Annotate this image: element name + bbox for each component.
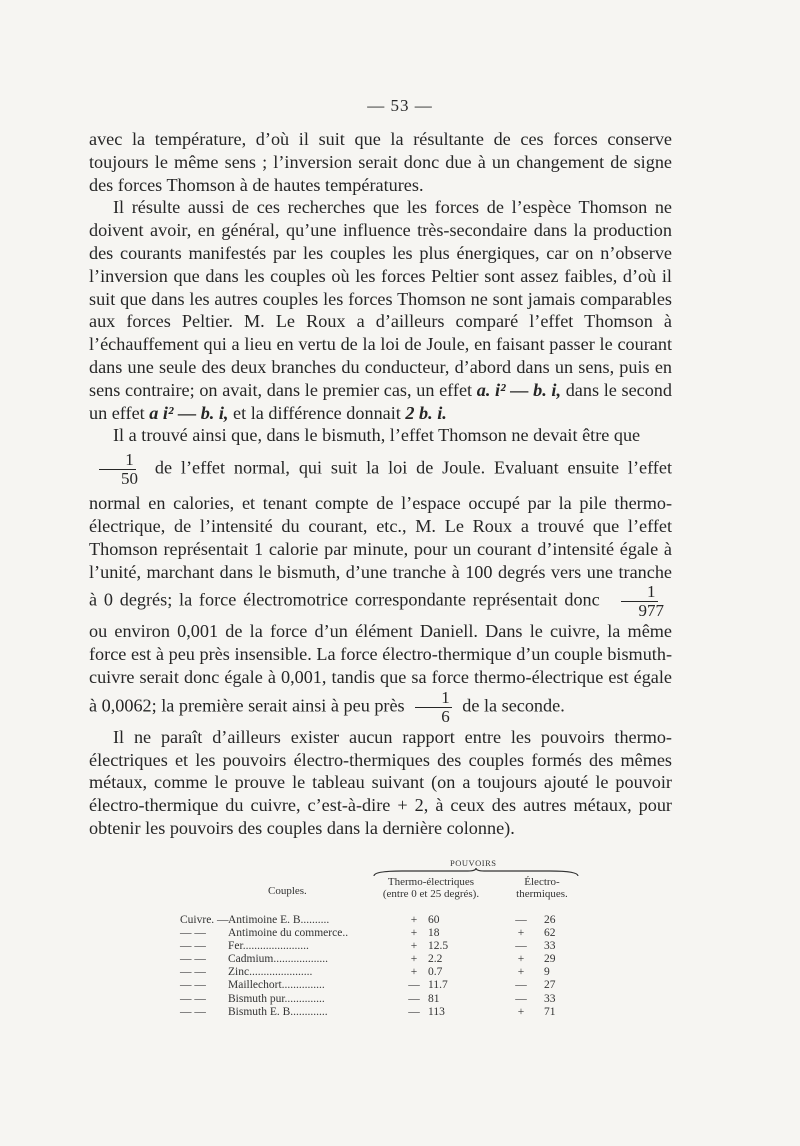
table-col-electro-line2: thermiques. (516, 888, 568, 900)
formula-first-case: a. i² — b. i, (476, 379, 562, 400)
formula-second-case: a i² — b. i, (149, 402, 229, 423)
table-col-thermo-line1: Thermo-électriques (387, 876, 475, 888)
table-group-header: POUVOIRS (450, 858, 497, 868)
paragraph-3-body-c: de la seconde. (462, 695, 565, 716)
table-col-electro-line1: Électro- (524, 876, 560, 888)
paragraph-3-intro: Il a trouvé ainsi que, dans le bismuth, l’effet Thomson ne devait être que (113, 425, 641, 446)
formula-difference: 2 b. i. (405, 402, 447, 423)
table-col-couples: Couples. (268, 885, 307, 897)
table-row: Cuivre. — Antimoine E. B.......... + 60 — 26 (180, 914, 556, 926)
fraction-one-977th: $\frac{1}{977}$ (613, 583, 667, 620)
body-text (89, 128, 672, 840)
paragraph-1: avec la température, d’où il suit que la résultante de ces forces conserve toujours le même sens ; l’inversion serait donc due à un changement de signe des forces Thomson à de hautes températures. (89, 129, 672, 195)
page-number: — 53 — (367, 96, 433, 115)
paragraph-2-text: Il résulte aussi de ces recherches que les forces de l’espèce Thomson ne doivent avoir, en général, qu’une influence très-secondaire dans la production des courants manifestés par les couples les plus énergiques, car on n’observe l’inversion que dans les couples où les forces Peltier sont assez faibles, d’où il suit que dans les autres couples les forces Thomson ne sont jamais comparables aux forces Peltier. M. Le Roux a d’ailleurs comparé l’effet Thomson à l’échauffement qui a lieu en vertu de la loi de Joule, en faisant passer le courant dans une seule des deux branches du conducteur, d’abord dans un sens, puis en sens contraire; on avait, dans le premier cas, un effet (89, 197, 672, 400)
table-row: — — Antimoine du commerce.. + 18 + 62 (180, 927, 556, 940)
paragraph-2 (89, 196, 672, 424)
table-col-electro (504, 876, 580, 900)
paragraph-3-body-b: ou environ 0,001 de la force d’un élément Daniell. Dans le cuivre, la même force est à peu près insensible. La force électro-thermique d’un couple bismuth-cuivre serait donc égale à 0,001, tandis que sa force thermo-électrique est égale à 0,0062; la première serait ainsi à peu près (89, 621, 672, 716)
table-col-thermo (376, 876, 486, 900)
table-row: — — Fer....................... + 12.5 — 33 (180, 940, 556, 953)
fraction-one-fiftieth: $\frac{1}{50}$ (95, 451, 140, 488)
table-rows (180, 914, 580, 1019)
paragraph-3-body-a: de l’effet normal, qui suit la loi de Joule. Evaluant ensuite l’effet normal en calories, et tenant compte de l’espace occupé par la pile thermo-électrique, de l’intensité du courant, etc., M. Le Roux a trouvé que l’effet Thomson représentait 1 calorie par minute, pour un courant d’intensité égale à l’unité, marchant dans le bismuth, d’une tranche à 100 degrés vers une tranche à 0 degrés; la force électromotrice correspondante représentait donc (89, 457, 672, 611)
paragraph-2-mid2: et la différence donnait (233, 402, 401, 423)
paragraph-2-mid: dans le second un effet (89, 379, 672, 423)
table-row: — — Zinc...................... + 0.7 + 9 (180, 966, 550, 979)
paragraph-3 (89, 424, 672, 725)
fraction-one-sixth: $\frac{1}{6}$ (415, 689, 452, 726)
table-row: — — Maillechort............... — 11.7 — 27 (180, 979, 556, 992)
table-row: — — Bismuth pur.............. — 81 — 33 (180, 992, 556, 1005)
paragraph-4: Il ne paraît d’ailleurs exister aucun rapport entre les pouvoirs thermo-électriques et les pouvoirs électro-thermiques des couples formés des mêmes métaux, comme le prouve le tableau suivant (on a toujours ajouté le pouvoir électro-thermique du cuivre, c’est-à-dire + 2, à ceux des autres métaux, pour obtenir les pouvoirs des couples dans la dernière colonne). (89, 726, 672, 838)
table-row: — — Cadmium................... + 2.2 + 29 (180, 953, 556, 966)
table-row: — — Bismuth E. B............. — 113 + 71 (180, 1005, 556, 1018)
table-col-thermo-line2: (entre 0 et 25 degrés). (382, 888, 480, 900)
